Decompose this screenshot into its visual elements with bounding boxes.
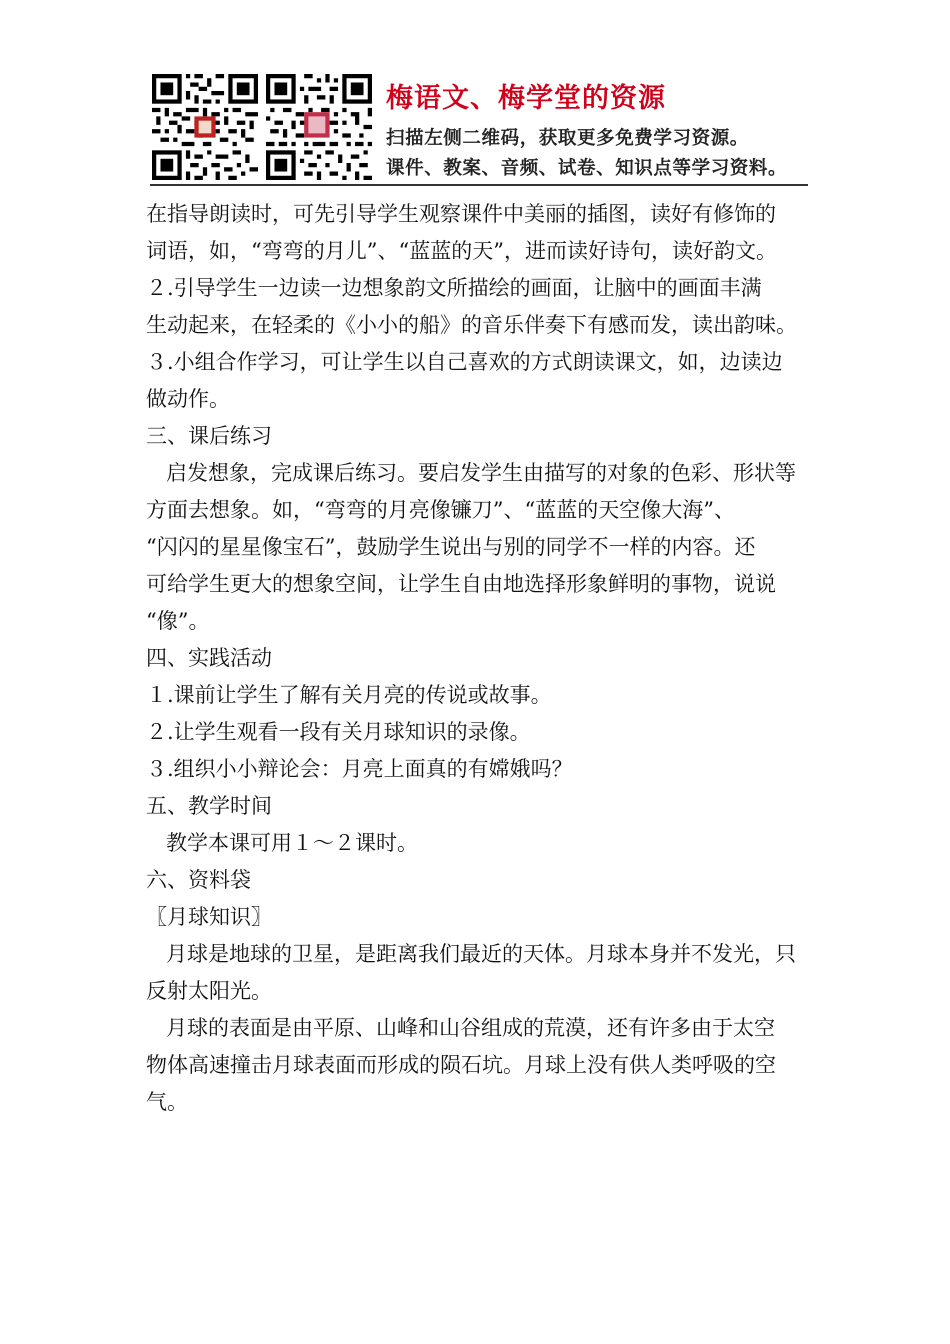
qr-code-right-icon: [266, 74, 372, 180]
banner-subtitle-scan: 扫描左侧二维码，获取更多免费学习资源。: [386, 128, 749, 149]
body-line: 方面去想象。如，“弯弯的月亮像镰刀”、“蓝蓝的天空像大海”、: [146, 498, 735, 522]
section-heading: 六、资料袋: [146, 868, 251, 892]
body-line: 月球是地球的卫星，是距离我们最近的天体。月球本身并不发光，只: [166, 942, 796, 966]
body-line: “闪闪的星星像宝石”，鼓励学生说出与别的同学不一样的内容。还: [146, 535, 756, 559]
body-line: ３.小组合作学习，可让学生以自己喜欢的方式朗读课文，如，边读边: [146, 350, 783, 374]
body-line: 启发想象，完成课后练习。要启发学生由描写的对象的色彩、形状等: [166, 461, 796, 485]
document-body: [146, 196, 810, 1121]
list-item: １.课前让学生了解有关月亮的传说或故事。: [146, 683, 552, 707]
body-line: 物体高速撞击月球表面而形成的陨石坑。月球上没有供人类呼吸的空: [146, 1053, 776, 1077]
subsection-heading: 〖月球知识〗: [146, 905, 272, 929]
body-line: 教学本课可用１～２课时。: [166, 831, 418, 855]
section-heading: 五、教学时间: [146, 794, 272, 818]
section-heading: 三、课后练习: [146, 424, 272, 448]
resource-banner: [146, 70, 808, 188]
body-line: “像”。: [146, 609, 210, 633]
section-heading: 四、实践活动: [146, 646, 272, 670]
banner-divider: [150, 184, 808, 186]
body-line: 词语，如，“弯弯的月儿”、“蓝蓝的天”，进而读好诗句，读好韵文。: [146, 239, 777, 263]
qr-code-right[interactable]: [266, 74, 372, 180]
body-line: 月球的表面是由平原、山峰和山谷组成的荒漠，还有许多由于太空: [166, 1016, 775, 1040]
qr-code-left-icon: [152, 74, 258, 180]
list-item: ３.组织小小辩论会：月亮上面真的有嫦娥吗？: [146, 757, 573, 781]
banner-title: 梅语文、梅学堂的资源: [386, 83, 666, 114]
qr-code-left[interactable]: [152, 74, 258, 180]
body-line: 在指导朗读时，可先引导学生观察课件中美丽的插图，读好有修饰的: [146, 202, 776, 226]
body-line: 做动作。: [146, 387, 230, 411]
body-line: 可给学生更大的想象空间，让学生自由地选择形象鲜明的事物，说说: [146, 572, 776, 596]
list-item: ２.让学生观看一段有关月球知识的录像。: [146, 720, 531, 744]
body-line: ２.引导学生一边读一边想象韵文所描绘的画面，让脑中的画面丰满: [146, 276, 762, 300]
banner-subtitle-materials: 课件、教案、音频、试卷、知识点等学习资料。: [386, 158, 788, 179]
body-line: 气。: [146, 1090, 188, 1114]
body-line: 反射太阳光。: [146, 979, 272, 1003]
body-line: 生动起来，在轻柔的《小小的船》的音乐伴奏下有感而发，读出韵味。: [146, 313, 797, 337]
